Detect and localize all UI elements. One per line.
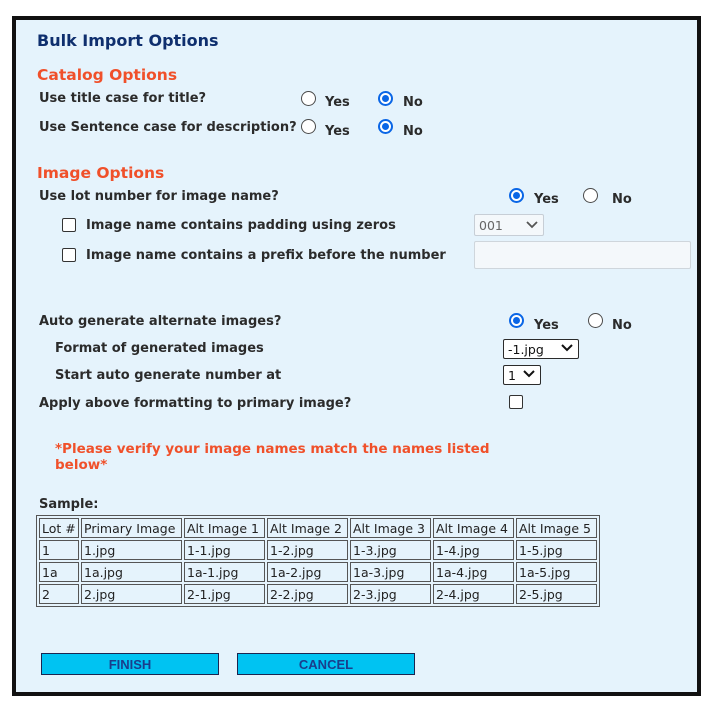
table-cell: 1: [39, 540, 79, 560]
table-cell: 1a-5.jpg: [516, 562, 597, 582]
padding-label: Image name contains padding using zeros: [86, 218, 396, 233]
table-cell: 2-4.jpg: [433, 584, 514, 604]
start-number-select[interactable]: [503, 365, 541, 385]
table-cell: 1-2.jpg: [267, 540, 348, 560]
lot-number-no-label: No: [612, 192, 632, 207]
sentence-case-no-radio[interactable]: [378, 119, 393, 134]
sample-table: [36, 515, 600, 607]
title-case-label: Use title case for title?: [39, 91, 207, 106]
table-cell: 2: [39, 584, 79, 604]
start-number-label: Start auto generate number at: [55, 368, 282, 383]
table-cell: 1a-1.jpg: [184, 562, 265, 582]
table-header-row: [39, 518, 597, 538]
table-cell: 2-2.jpg: [267, 584, 348, 604]
column-header: Alt Image 2: [267, 518, 348, 538]
column-header: Lot #: [39, 518, 79, 538]
table-row: [39, 540, 597, 560]
catalog-options-heading: Catalog Options: [37, 66, 178, 84]
table-cell: 1.jpg: [81, 540, 182, 560]
auto-generate-yes-label: Yes: [534, 318, 559, 333]
column-header: Alt Image 3: [350, 518, 431, 538]
table-cell: 1a-4.jpg: [433, 562, 514, 582]
column-header: Alt Image 5: [516, 518, 597, 538]
chevron-down-icon: [561, 343, 573, 353]
table-cell: 1-4.jpg: [433, 540, 514, 560]
chevron-down-icon: [523, 369, 535, 379]
image-options-heading: Image Options: [37, 164, 165, 182]
sample-label: Sample:: [39, 497, 99, 512]
table-cell: 2-1.jpg: [184, 584, 265, 604]
sentence-case-label: Use Sentence case for description?: [39, 120, 297, 135]
lot-number-label: Use lot number for image name?: [39, 189, 279, 204]
cancel-button[interactable]: CANCEL: [237, 653, 415, 675]
table-cell: 1a-2.jpg: [267, 562, 348, 582]
table-cell: 1-1.jpg: [184, 540, 265, 560]
table-cell: 2-5.jpg: [516, 584, 597, 604]
title-case-yes-radio[interactable]: [301, 91, 316, 106]
lot-number-yes-radio[interactable]: [509, 188, 524, 203]
format-label: Format of generated images: [55, 341, 264, 356]
prefix-input[interactable]: [474, 241, 691, 269]
auto-generate-label: Auto generate alternate images?: [39, 314, 282, 329]
auto-generate-no-label: No: [612, 318, 632, 333]
table-cell: 2.jpg: [81, 584, 182, 604]
table-row: [39, 562, 597, 582]
lot-number-yes-label: Yes: [534, 192, 559, 207]
title-case-no-radio[interactable]: [378, 91, 393, 106]
padding-checkbox[interactable]: [62, 218, 76, 232]
title-case-yes-label: Yes: [325, 95, 350, 110]
prefix-checkbox[interactable]: [62, 248, 76, 262]
padding-select-value: 001: [479, 217, 503, 233]
table-cell: 1a.jpg: [81, 562, 182, 582]
auto-generate-yes-radio[interactable]: [509, 313, 524, 328]
table-cell: 1a-3.jpg: [350, 562, 431, 582]
finish-button[interactable]: FINISH: [41, 653, 219, 675]
sentence-case-yes-radio[interactable]: [301, 119, 316, 134]
start-number-select-value: 1: [508, 367, 516, 383]
apply-primary-checkbox[interactable]: [509, 395, 523, 409]
table-cell: 1-3.jpg: [350, 540, 431, 560]
auto-generate-no-radio[interactable]: [588, 313, 603, 328]
column-header: Alt Image 1: [184, 518, 265, 538]
prefix-label: Image name contains a prefix before the number: [86, 248, 446, 263]
table-row: [39, 584, 597, 604]
format-select[interactable]: [503, 339, 579, 359]
table-cell: 1a: [39, 562, 79, 582]
chevron-down-icon: [526, 220, 538, 230]
column-header: Alt Image 4: [433, 518, 514, 538]
padding-select[interactable]: [474, 214, 544, 236]
table-cell: 1-5.jpg: [516, 540, 597, 560]
table-cell: 2-3.jpg: [350, 584, 431, 604]
column-header: Primary Image: [81, 518, 182, 538]
title-case-no-label: No: [403, 95, 423, 110]
sentence-case-no-label: No: [403, 124, 423, 139]
apply-primary-label: Apply above formatting to primary image?: [39, 396, 352, 411]
page-title: Bulk Import Options: [37, 31, 219, 50]
verify-warning: *Please verify your image names match the names listed below*: [55, 441, 490, 473]
format-select-value: -1.jpg: [508, 341, 544, 357]
lot-number-no-radio[interactable]: [583, 188, 598, 203]
sentence-case-yes-label: Yes: [325, 124, 350, 139]
